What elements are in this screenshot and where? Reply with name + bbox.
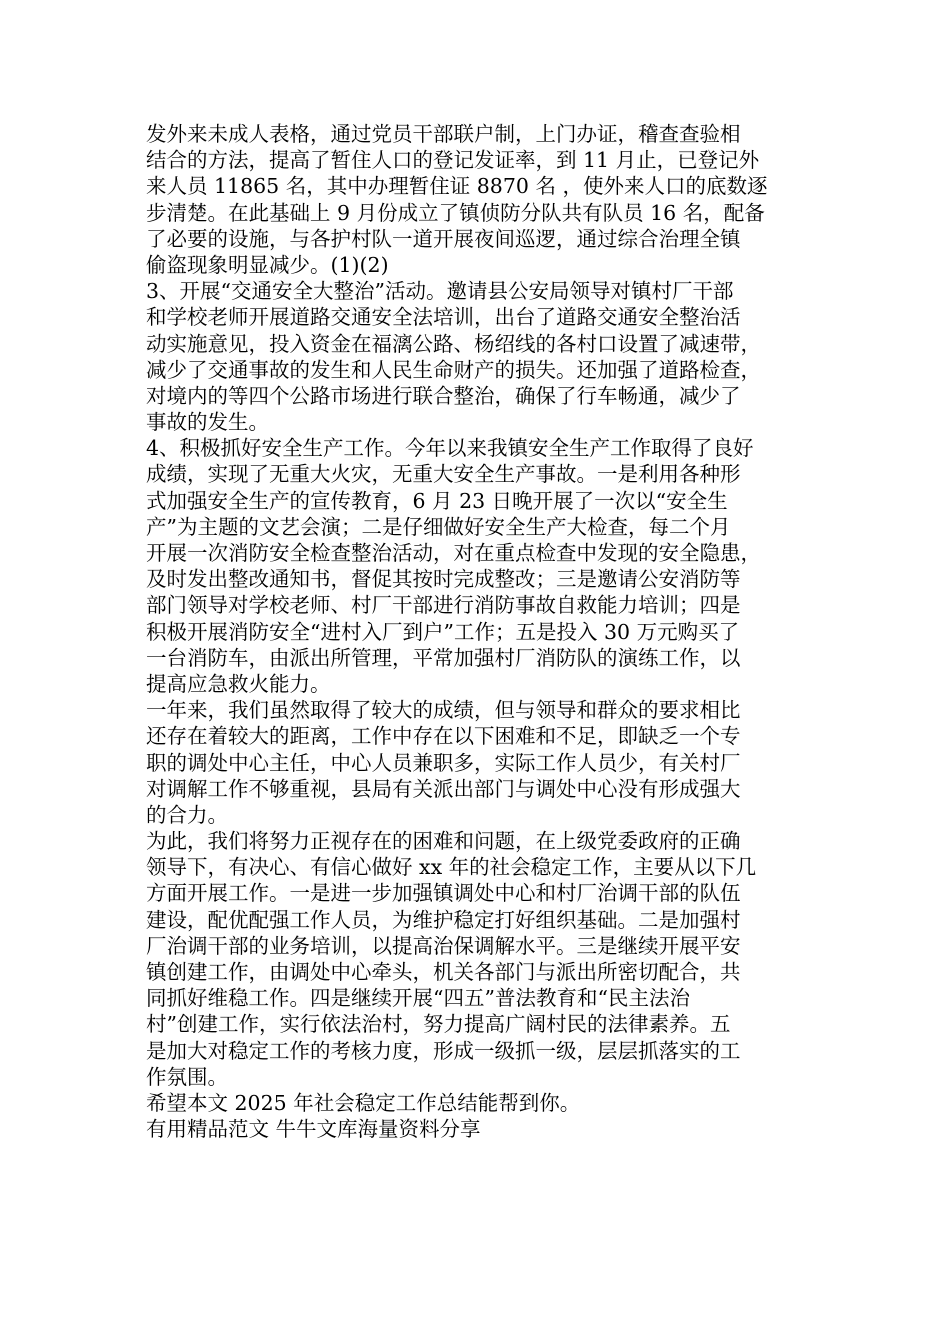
text-line: 职的调处中心主任，中心人员兼职多，实际工作人员少，有关村厂: [146, 750, 741, 775]
text-line: 厂治调干部的业务培训，以提高治保调解水平。三是继续开展平安: [146, 933, 741, 958]
text-line: 作氛围。: [146, 1064, 228, 1089]
text-line: 是加大对稳定工作的考核力度，形成一级抓一级，层层抓落实的工: [146, 1038, 741, 1063]
text-line: 减少了交通事故的发生和人民生命财产的损失。还加强了道路检查，: [146, 357, 761, 382]
text-line: 的合力。: [146, 802, 228, 827]
text-line: 还存在着较大的距离，工作中存在以下困难和不足，即缺乏一个专: [146, 724, 741, 749]
text-line: 一台消防车，由派出所管理，平常加强村厂消防队的演练工作，以: [146, 645, 741, 670]
text-line: 结合的方法，提高了暂住人口的登记发证率，到 11 月止，已登记外: [146, 148, 760, 173]
text-line: 产”为主题的文艺会演；二是仔细做好安全生产大检查，每二个月: [146, 514, 731, 539]
text-line: 建设，配优配强工作人员，为维护稳定打好组织基础。二是加强村: [146, 907, 741, 932]
text-line: 部门领导对学校老师、村厂干部进行消防事故自救能力培训；四是: [146, 593, 741, 618]
text-line: 步清楚。在此基础上 9 月份成立了镇侦防分队共有队员 16 名，配备: [146, 200, 765, 225]
text-line: 及时发出整改通知书，督促其按时完成整改；三是邀请公安消防等: [146, 567, 741, 592]
footer-note: 有用精品范文 牛牛文库海量资料分享: [146, 1117, 481, 1142]
text-line: 镇创建工作，由调处中心牵头，机关各部门与派出所密切配合，共: [146, 960, 741, 984]
text-line: 来人员 11865 名，其中办理暂住证 8870 名 ，使外来人口的底数逐: [146, 174, 768, 199]
text-line: 提高应急救火能力。: [146, 671, 331, 696]
text-line: 成绩，实现了无重大火灾，无重大安全生产事故。一是利用各种形: [146, 462, 741, 487]
section-heading-line: 3、开展“交通安全大整治”活动。邀请县公安局领导对镇村厂干部: [146, 279, 734, 304]
text-line: 同抓好维稳工作。四是继续开展“四五”普法教育和“民主法治: [146, 986, 690, 1011]
closing-line: 希望本文 2025 年社会稳定工作总结能帮到你。: [146, 1090, 581, 1115]
text-line: 了必要的设施，与各护村队一道开展夜间巡逻，通过综合治理全镇: [146, 226, 741, 251]
text-line: 开展一次消防安全检查整治活动，对在重点检查中发现的安全隐患，: [146, 541, 761, 565]
document-body: [146, 121, 806, 1142]
text-line: 和学校老师开展道路交通安全法培训，出台了道路交通安全整治活: [146, 305, 741, 330]
text-line: 对调解工作不够重视，县局有关派出部门与调处中心没有形成强大: [146, 776, 741, 801]
text-line: 式加强安全生产的宣传教育，6 月 23 日晚开展了一次以“安全生: [146, 488, 728, 513]
text-line: 一年来，我们虽然取得了较大的成绩，但与领导和群众的要求相比: [146, 698, 741, 723]
text-line: 偷盗现象明显减少。(1)(2): [146, 252, 389, 277]
text-line: 村”创建工作，实行依法治村，努力提高广阔村民的法律素养。五: [146, 1012, 731, 1037]
section-heading-line: 4、积极抓好安全生产工作。今年以来我镇安全生产工作取得了良好: [146, 436, 754, 461]
text-line: 积极开展消防安全“进村入厂到户”工作；五是投入 30 万元购买了: [146, 619, 740, 644]
text-line: 发外来未成人表格，通过党员干部联户制，上门办证，稽查查验相: [146, 122, 741, 146]
text-line: 对境内的等四个公路市场进行联合整治，确保了行车畅通，减少了: [146, 383, 741, 408]
text-line: 动实施意见，投入资金在福漓公路、杨绍线的各村口设置了减速带，: [146, 331, 761, 356]
text-line: 领导下，有决心、有信心做好 xx 年的社会稳定工作，主要从以下几: [146, 855, 757, 880]
text-line: 为此，我们将努力正视存在的困难和问题，在上级党委政府的正确: [146, 829, 741, 854]
text-line: 方面开展工作。一是进一步加强镇调处中心和村厂治调干部的队伍: [146, 881, 741, 906]
text-line: 事故的发生。: [146, 410, 269, 435]
